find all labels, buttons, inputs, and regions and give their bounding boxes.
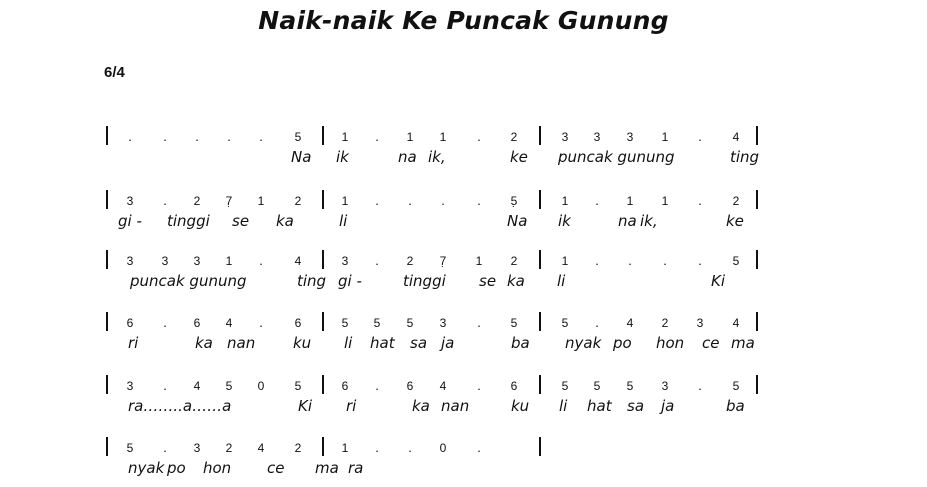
note: . xyxy=(227,129,231,144)
lyric-syllable: ka xyxy=(507,272,525,290)
note: 6 xyxy=(510,379,518,393)
note: 3 xyxy=(626,130,634,144)
note: 5 xyxy=(561,379,569,393)
note: . xyxy=(595,253,599,268)
bar-line xyxy=(756,126,758,145)
note: 4 xyxy=(225,316,233,330)
note: 0 xyxy=(257,379,265,393)
bar-line xyxy=(322,190,324,209)
note: 5 xyxy=(373,316,381,330)
lyric-syllable: gi - xyxy=(118,212,142,230)
note: 1 xyxy=(561,254,569,268)
note: 3 xyxy=(193,254,201,268)
note: 4 xyxy=(294,254,302,268)
lyric-syllable: ik, xyxy=(428,148,446,166)
note: 5 xyxy=(626,379,634,393)
note: 1 xyxy=(341,130,349,144)
note: . xyxy=(163,440,167,455)
lyric-syllable: ra xyxy=(348,459,364,477)
note: 5 xyxy=(126,441,134,455)
lyric-syllable: hon xyxy=(656,334,685,352)
song-title: Naik-naik Ke Puncak Gunung xyxy=(258,6,669,35)
note: 2 xyxy=(193,194,201,208)
note: 5 xyxy=(294,379,302,393)
note: . xyxy=(477,315,481,330)
lyric-syllable: ja xyxy=(441,334,455,352)
note: . xyxy=(441,193,445,208)
note: 3 xyxy=(126,194,134,208)
note: 5 xyxy=(732,379,740,393)
lyric-syllable: ting xyxy=(730,148,760,166)
lyric-syllable: ka xyxy=(276,212,294,230)
note: . xyxy=(698,253,702,268)
note: . xyxy=(595,193,599,208)
note: 3 xyxy=(439,316,447,330)
bar-line xyxy=(756,250,758,269)
note: 1 xyxy=(439,130,447,144)
note: 3 xyxy=(161,254,169,268)
lyric-syllable: nyak xyxy=(128,459,165,477)
note: . xyxy=(163,315,167,330)
note: 1 xyxy=(626,194,634,208)
lyric-syllable: hat xyxy=(370,334,395,352)
score-system xyxy=(0,373,927,433)
time-signature: 6/4 xyxy=(104,64,125,81)
note: 7̣ xyxy=(439,254,447,268)
note: 5 xyxy=(294,130,302,144)
note: . xyxy=(698,378,702,393)
lyric-syllable: Ki xyxy=(711,272,726,290)
note: 5 xyxy=(593,379,601,393)
lyric-syllable: ting xyxy=(297,272,327,290)
note: 4 xyxy=(732,130,740,144)
note: 1 xyxy=(406,130,414,144)
lyric-syllable: li xyxy=(344,334,353,352)
note: 1 xyxy=(475,254,483,268)
note: 3 xyxy=(341,254,349,268)
note: 3 xyxy=(696,316,704,330)
lyric-syllable: ba xyxy=(511,334,530,352)
bar-line xyxy=(322,375,324,394)
lyric-syllable: se xyxy=(479,272,497,290)
lyric-syllable: Na xyxy=(291,148,312,166)
lyric-syllable: ma xyxy=(731,334,755,352)
lyric-syllable: po xyxy=(613,334,632,352)
bar-line xyxy=(322,312,324,331)
lyric-syllable: puncak gunung xyxy=(558,148,675,166)
bar-line xyxy=(756,312,758,331)
note: 1 xyxy=(561,194,569,208)
note: 1 xyxy=(257,194,265,208)
note: . xyxy=(698,129,702,144)
lyric-syllable: ik xyxy=(336,148,349,166)
note: 3 xyxy=(193,441,201,455)
bar-line xyxy=(106,250,108,269)
lyric-syllable: tinggi xyxy=(403,272,446,290)
note: . xyxy=(375,378,379,393)
lyric-syllable: ik xyxy=(558,212,571,230)
note: 3 xyxy=(561,130,569,144)
note: 6 xyxy=(406,379,414,393)
note: 6 xyxy=(294,316,302,330)
note: 1 xyxy=(661,194,669,208)
lyric-syllable: ka xyxy=(412,397,430,415)
bar-line xyxy=(539,375,541,394)
note: 3 xyxy=(126,379,134,393)
note: 3 xyxy=(593,130,601,144)
note: 6 xyxy=(341,379,349,393)
lyric-syllable: li xyxy=(559,397,568,415)
note: 5 xyxy=(406,316,414,330)
note: 2 xyxy=(294,194,302,208)
score-system xyxy=(0,124,927,184)
lyric-syllable: ik, xyxy=(640,212,658,230)
lyric-syllable: ri xyxy=(346,397,357,415)
lyric-syllable: gi - xyxy=(338,272,362,290)
note: . xyxy=(698,193,702,208)
bar-line xyxy=(322,437,324,456)
note: 1 xyxy=(661,130,669,144)
bar-line xyxy=(322,250,324,269)
note: 2 xyxy=(225,441,233,455)
note: 5 xyxy=(510,316,518,330)
note: . xyxy=(595,315,599,330)
note: 5 xyxy=(732,254,740,268)
bar-line xyxy=(539,250,541,269)
bar-line xyxy=(756,190,758,209)
note: 4 xyxy=(193,379,201,393)
note: 1 xyxy=(341,194,349,208)
note: 5̣ xyxy=(510,194,518,208)
lyric-syllable: li xyxy=(339,212,348,230)
note: . xyxy=(477,440,481,455)
note: 6 xyxy=(126,316,134,330)
note: . xyxy=(408,193,412,208)
note: 2 xyxy=(510,130,518,144)
lyric-syllable: ce xyxy=(702,334,720,352)
note: 5 xyxy=(341,316,349,330)
lyric-syllable: na xyxy=(398,148,417,166)
note: 7̣ xyxy=(225,194,233,208)
lyric-syllable: nan xyxy=(441,397,470,415)
bar-line xyxy=(106,375,108,394)
note: 3 xyxy=(126,254,134,268)
note: 5 xyxy=(561,316,569,330)
bar-line xyxy=(539,312,541,331)
note: 2 xyxy=(510,254,518,268)
lyric-syllable: Ki xyxy=(298,397,313,415)
note: 4 xyxy=(732,316,740,330)
note: . xyxy=(375,129,379,144)
note: . xyxy=(163,129,167,144)
lyric-syllable: ra……..a……a xyxy=(128,397,232,415)
bar-line xyxy=(539,126,541,145)
bar-line xyxy=(106,437,108,456)
note: . xyxy=(195,129,199,144)
lyric-syllable: ri xyxy=(128,334,139,352)
note: . xyxy=(628,253,632,268)
score-system xyxy=(0,248,927,308)
note: 1 xyxy=(225,254,233,268)
note: . xyxy=(163,378,167,393)
bar-line xyxy=(106,190,108,209)
note: 2 xyxy=(406,254,414,268)
lyric-syllable: na xyxy=(618,212,637,230)
note: 4 xyxy=(439,379,447,393)
lyric-syllable: ma xyxy=(315,459,339,477)
lyric-syllable: tinggi xyxy=(167,212,210,230)
note: 1 xyxy=(341,441,349,455)
note: 6 xyxy=(193,316,201,330)
lyric-syllable: Na xyxy=(507,212,528,230)
note: . xyxy=(663,253,667,268)
note: . xyxy=(259,315,263,330)
lyric-syllable: nyak xyxy=(565,334,602,352)
lyric-syllable: ba xyxy=(726,397,745,415)
bar-line xyxy=(106,312,108,331)
lyric-syllable: nan xyxy=(227,334,256,352)
lyric-syllable: li xyxy=(557,272,566,290)
bar-line xyxy=(539,190,541,209)
lyric-syllable: hon xyxy=(203,459,232,477)
note: . xyxy=(477,129,481,144)
lyric-syllable: ku xyxy=(511,397,530,415)
note: . xyxy=(375,193,379,208)
note: . xyxy=(477,378,481,393)
note: . xyxy=(375,253,379,268)
bar-line xyxy=(756,375,758,394)
note: . xyxy=(128,129,132,144)
score-system xyxy=(0,310,927,370)
bar-line xyxy=(322,126,324,145)
bar-line xyxy=(106,126,108,145)
score-system xyxy=(0,188,927,248)
score-system xyxy=(0,435,927,487)
note: 4 xyxy=(626,316,634,330)
note: . xyxy=(259,253,263,268)
note: . xyxy=(408,440,412,455)
lyric-syllable: ka xyxy=(195,334,213,352)
lyric-syllable: hat xyxy=(587,397,612,415)
lyric-syllable: po xyxy=(167,459,186,477)
note: 2 xyxy=(732,194,740,208)
note: 4 xyxy=(257,441,265,455)
note: 2 xyxy=(661,316,669,330)
lyric-syllable: se xyxy=(232,212,250,230)
lyric-syllable: ke xyxy=(726,212,744,230)
lyric-syllable: ce xyxy=(267,459,285,477)
lyric-syllable: puncak gunung xyxy=(130,272,247,290)
bar-line xyxy=(539,437,541,456)
lyric-syllable: sa xyxy=(627,397,645,415)
note: 2 xyxy=(294,441,302,455)
lyric-syllable: ke xyxy=(510,148,528,166)
note: 0 xyxy=(439,441,447,455)
note: . xyxy=(477,193,481,208)
lyric-syllable: sa xyxy=(410,334,428,352)
note: . xyxy=(259,129,263,144)
lyric-syllable: ja xyxy=(661,397,675,415)
lyric-syllable: ku xyxy=(293,334,312,352)
note: . xyxy=(163,193,167,208)
note: 3 xyxy=(661,379,669,393)
note: 5 xyxy=(225,379,233,393)
note: . xyxy=(375,440,379,455)
